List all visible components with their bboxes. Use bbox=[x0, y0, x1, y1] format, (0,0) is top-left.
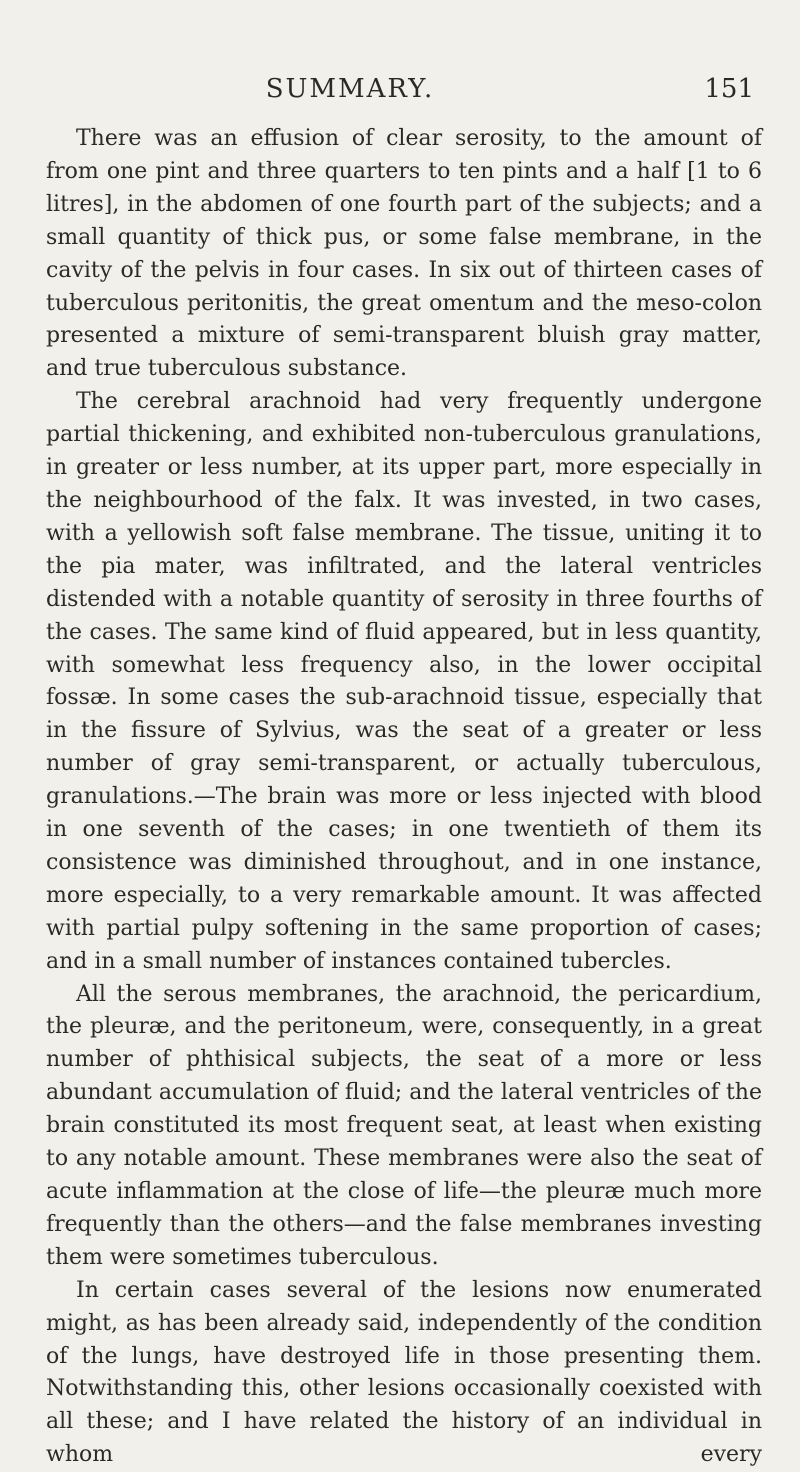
paragraph-effusion: There was an effusion of clear serosity, to the amount of from one pint and three quarters to ten pints and a half [1 to 6 litres], in the abdomen of one fourth part of the subjects; and a small quantity of thick pus, or some false membrane, in the cavity of the pelvis in four cases. In six out of thirteen cases of tuberculous peritonitis, the great omentum and the meso-colon presented a mixture of semi-transparent bluish gray matter, and true tuberculous substance. bbox=[46, 126, 762, 382]
page-number: 151 bbox=[704, 74, 754, 104]
running-head bbox=[0, 74, 800, 108]
paragraph-lesions: In certain cases several of the lesions now enumerated might, as has been already said, independently of the condition of the lungs, have destroyed life in those presenting them. Notwithstanding this, other lesions occasionally coexisted with all these; and I have related the history of an individual in whom every bbox=[46, 1277, 762, 1468]
paragraph-cerebral-arachnoid: The cerebral arachnoid had very frequently undergone partial thickening, and exhibited non-tuberculous granulations, in greater or less number, at its upper part, more especially in the neighbourhood of the falx. It was invested, in two cases, with a yellowish soft false membrane. The tissue, uniting it to the pia mater, was infiltrated, and the lateral ventricles distended with a notable quantity of serosity in three fourths of the cases. The same kind of fluid appeared, but in less quantity, with somewhat less frequency also, in the lower occipital fossæ. In some cases the sub-arachnoid tissue, especially that in the fissure of Sylvius, was the seat of a greater or less number of gray semi-transparent, or actually tuberculous, granulations.—The brain was more or less injected with blood in one seventh of the cases; in one twentieth of them its consistence was diminished throughout, and in one instance, more especially, to a very remarkable amount. It was affected with partial pulpy softening in the same proportion of cases; and in a small number of instances contained tubercles. bbox=[46, 389, 762, 974]
running-title: SUMMARY. bbox=[265, 74, 435, 104]
body-text bbox=[46, 123, 762, 1472]
paragraph-serous-membranes: All the serous membranes, the arachnoid, the pericardium, the pleuræ, and the peritoneum, were, consequently, in a great number of phthisical subjects, the seat of a more or less abundant accumulation of fluid; and the lateral ventricles of the brain constituted its most frequent seat, at least when existing to any notable amount. These membranes were also the seat of acute inflammation at the close of life—the pleuræ much more frequently than the others—and the false membranes investing them were sometimes tuberculous. bbox=[46, 981, 762, 1270]
